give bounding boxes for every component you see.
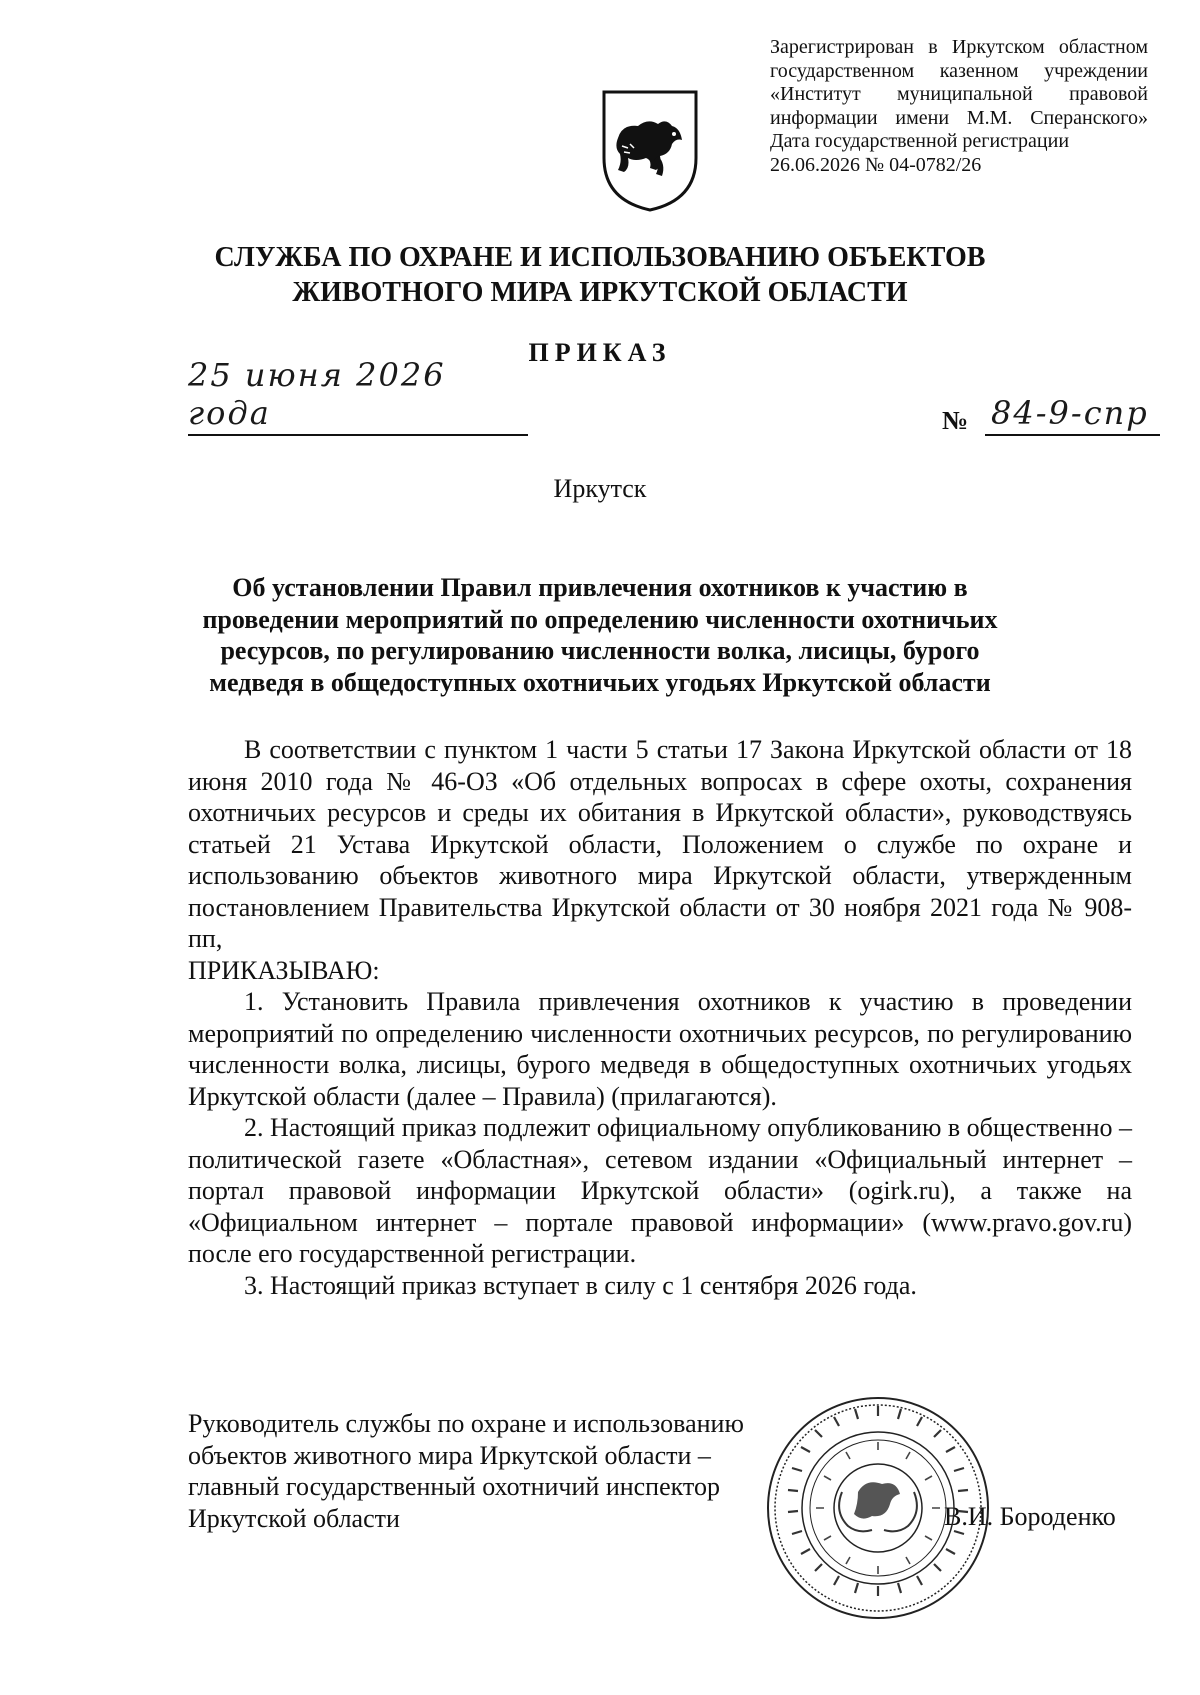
coat-of-arms-icon <box>600 88 700 214</box>
order-item-1: 1. Установить Правила привлечения охотников к участию в проведении мероприятий по определению численности охотничьих ресурсов, по регулированию численности волка, лисицы, бурого медведя в общедоступных охотничьих угодьях Иркутской области (далее – Правила) (прилагаются). <box>188 987 1132 1111</box>
city: Иркутск <box>553 474 647 503</box>
order-title: ПРИКАЗ <box>528 338 672 367</box>
number-handwritten: 84-9-спр <box>991 394 1149 432</box>
number-sign: № <box>942 406 969 435</box>
date-field <box>188 356 528 436</box>
preamble: В соответствии с пунктом 1 части 5 статьи 17 Закона Иркутской области от 18 июня 2010 года № 46-ОЗ «Об отдельных вопросах в сфере охоты, сохранения охотничьих ресурсов и среды их обитания в Иркутской области», руководствуясь статьей 21 Устава Иркутской области, Положением о службе по охране и использованию объектов животного мира Иркутской области, утвержденным постановлением Правительства Иркутской области от 30 ноября 2021 года № 908-пп, <box>188 735 1132 953</box>
registration-text: Зарегистрирован в Иркутском областном государственном казенном учреждении «Институт муниципальной правовой информации имени М.М. Сперанского» <box>770 36 1148 129</box>
document-title: Об установлении Правил привлечения охотников к участию в проведении мероприятий по определению численности охотничьих ресурсов, по регулированию численности волка, лисицы, бурого медведя в общедоступных охотничьих угодьях Иркутской области <box>202 573 998 697</box>
order-item-3: 3. Настоящий приказ вступает в силу с 1 сентября 2026 года. <box>244 1270 917 1300</box>
registration-date-number: 26.06.2026 № 04-0782/26 <box>770 153 982 176</box>
date-handwritten: 25 июня 2026 года <box>188 356 446 432</box>
registration-block <box>770 36 1148 177</box>
authority-line-2: ЖИВОТНОГО МИРА ИРКУТСКОЙ ОБЛАСТИ <box>292 277 908 308</box>
order-item-2: 2. Настоящий приказ подлежит официальному опубликованию в общественно – политической газете «Областная», сетевом издании «Официальный интернет – портал правовой информации Иркутской области» (ogirk.ru), а также на «Официальном интернет – портале правовой информации» (www.pravo.gov.ru) после его государственной регистрации. <box>188 1113 1132 1268</box>
official-seal-icon <box>762 1392 994 1624</box>
document-body <box>188 734 1132 1301</box>
authority-heading <box>160 240 1040 310</box>
signature-name: В.И. Бороденко <box>944 1502 1116 1531</box>
registration-date-label: Дата государственной регистрации <box>770 130 1070 152</box>
number-field <box>985 394 1160 436</box>
authority-line-1: СЛУЖБА ПО ОХРАНЕ И ИСПОЛЬЗОВАНИЮ ОБЪЕКТОВ <box>214 242 986 273</box>
order-verb: ПРИКАЗЫВАЮ: <box>188 955 380 985</box>
signature-position: Руководитель службы по охране и использованию объектов животного мира Иркутской области – главный государственный охотничий инспектор Иркутской области <box>188 1409 744 1533</box>
